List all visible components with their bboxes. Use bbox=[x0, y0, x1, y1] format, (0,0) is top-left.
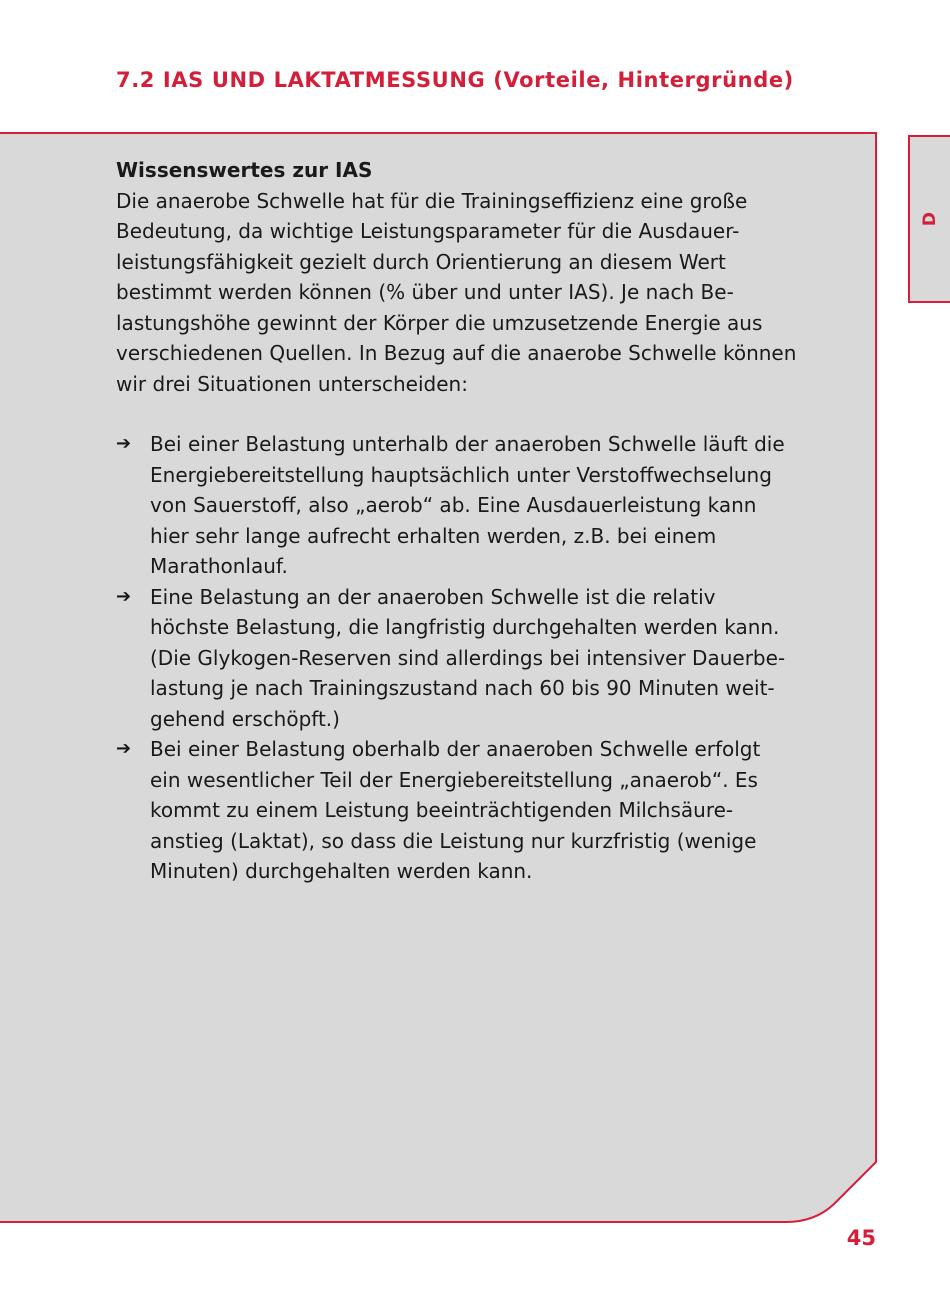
bullet-list bbox=[116, 429, 836, 887]
article-body bbox=[116, 155, 836, 887]
chapter-tab-label: D bbox=[920, 211, 940, 227]
bullet-line: Minuten) durchgehalten werden kann. bbox=[150, 859, 533, 883]
bullet-text bbox=[150, 582, 836, 735]
bullet-line: von Sauerstoff, also „aerob“ ab. Eine Ausdauerleistung kann bbox=[150, 493, 757, 517]
bullet-text bbox=[150, 734, 836, 887]
bullet-line: Marathonlauf. bbox=[150, 554, 288, 578]
bullet-line: ein wesentlicher Teil der Energiebereitstellung „anaerob“. Es bbox=[150, 767, 758, 792]
sub-heading: Wissenswertes zur IAS bbox=[116, 158, 373, 182]
bullet-line: (Die Glykogen-Reserven sind allerdings bei intensiver Dauerbe- bbox=[150, 645, 786, 670]
bullet-line: Eine Belastung an der anaeroben Schwelle ist die relativ bbox=[150, 584, 716, 609]
intro-line: lastungshöhe gewinnt der Körper die umzusetzende Energie aus bbox=[116, 310, 763, 335]
bullet-line: Energiebereitstellung hauptsächlich unter Verstoffwechselung bbox=[150, 462, 772, 487]
bullet-line: lastung je nach Trainingszustand nach 60 bis 90 Minuten weit- bbox=[150, 676, 775, 700]
bullet-line: kommt zu einem Leistung beeinträchtigenden Milchsäure- bbox=[150, 798, 734, 822]
bullet-text bbox=[150, 429, 836, 582]
section-title: 7.2 IAS UND LAKTATMESSUNG (Vorteile, Hintergründe) bbox=[116, 68, 794, 92]
arrow-icon: ➔ bbox=[116, 738, 132, 759]
intro-line: verschiedenen Quellen. In Bezug auf die anaerobe Schwelle können bbox=[116, 341, 797, 365]
intro-line: wir drei Situationen unterscheiden: bbox=[116, 371, 468, 396]
bullet-line: Bei einer Belastung oberhalb der anaeroben Schwelle erfolgt bbox=[150, 737, 761, 761]
arrow-icon: ➔ bbox=[116, 585, 132, 607]
bullet-line: anstieg (Laktat), so dass die Leistung nur kurzfristig (wenige bbox=[150, 828, 757, 853]
chapter-tab bbox=[908, 135, 950, 303]
bullet-line: höchste Belastung, die langfristig durchgehalten werden kann. bbox=[150, 615, 780, 639]
bullet-line: hier sehr lange aufrecht erhalten werden, z.B. bei einem bbox=[150, 523, 717, 548]
arrow-icon: ➔ bbox=[116, 433, 132, 454]
bullet-line: Bei einer Belastung unterhalb der anaeroben Schwelle läuft die bbox=[150, 432, 785, 456]
intro-line: bestimmt werden können (% über und unter IAS). Je nach Be- bbox=[116, 280, 734, 304]
intro-paragraph bbox=[116, 186, 836, 400]
intro-line: Die anaerobe Schwelle hat für die Trainingseffizienz eine große bbox=[116, 188, 748, 213]
intro-line: Bedeutung, da wichtige Leistungsparameter für die Ausdauer- bbox=[116, 219, 740, 243]
page-number: 45 bbox=[846, 1226, 876, 1250]
bullet-item bbox=[116, 582, 836, 735]
intro-line: leistungsfähigkeit gezielt durch Orientierung an diesem Wert bbox=[116, 249, 726, 274]
bullet-line: gehend erschöpft.) bbox=[150, 706, 340, 731]
bullet-item bbox=[116, 734, 836, 887]
bullet-item bbox=[116, 429, 836, 582]
